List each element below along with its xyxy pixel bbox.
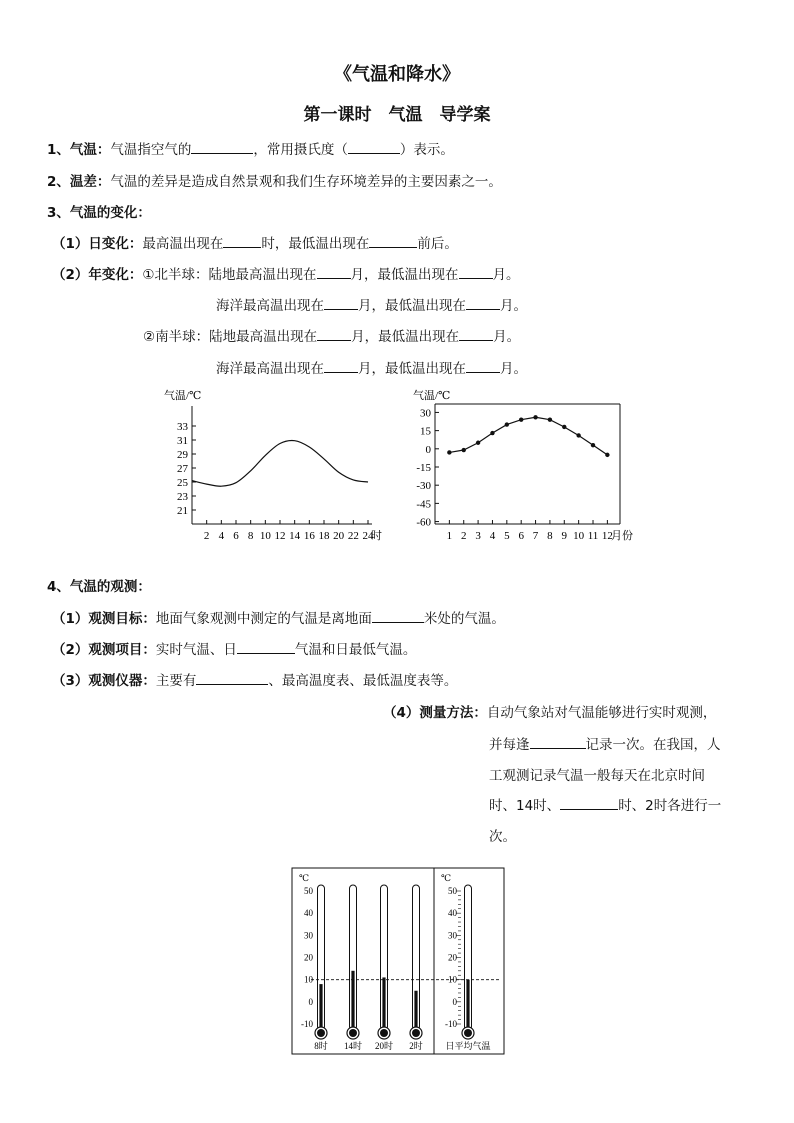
section-4-3 [52,669,457,689]
thermometer-label: 14时 [343,1041,363,1051]
colon: ： [142,642,156,658]
unit-label: ℃ [441,873,452,883]
text: 月。 [500,298,527,314]
section-4-4 [383,701,716,721]
x-tick-label: 2 [460,530,467,542]
thermometer-bulb [464,1029,472,1037]
y-tick-label: 0 [425,443,431,456]
section-1-label: 1、气温 [47,142,97,158]
southern-hemisphere-label: ②南半球： [143,329,210,345]
scale-label: 10 [448,974,457,985]
text: 月。 [492,267,520,283]
colon: ： [96,174,111,190]
text: ）表示。 [399,142,454,158]
text: 月。 [500,361,527,377]
section-4-3-label: （3）观测仪器 [52,673,143,689]
text: 实时气温、日 [155,642,237,658]
blank[interactable] [196,672,268,685]
section-3-2 [52,263,520,283]
nh-ocean-line [216,294,527,314]
annual-temperature-chart [405,385,645,550]
section-4 [47,575,151,595]
thermometer-figure [291,867,505,1055]
y-tick-label: 29 [177,449,188,461]
text: 海洋最高温出现在 [216,298,324,314]
x-tick-label: 16 [303,530,315,542]
data-point [447,450,451,454]
thermometer-label: 8时 [314,1041,328,1051]
x-tick-label: 12 [601,530,613,542]
text: 陆地最高温出现在 [208,267,317,283]
colon: ： [137,205,151,221]
x-tick-label: 4 [218,530,225,542]
colon: ： [142,611,156,627]
text: 时、2时各进行一 [618,798,722,814]
data-point [562,425,566,429]
x-tick-label: 10 [573,530,585,542]
blank[interactable] [530,736,586,749]
y-tick-label: 25 [177,477,188,489]
page-subtitle: 第一课时 气温 导学案 [303,105,491,125]
text: 工观测记录气温一般每天在北京时间 [489,768,705,784]
section-2-label: 2、温差 [47,174,97,190]
text: 海洋最高温出现在 [216,361,324,377]
x-tick-label: 10 [259,530,271,542]
scale-label: 30 [304,930,313,941]
x-tick-label: 2 [203,530,210,542]
blank[interactable] [223,235,261,248]
section-3-1 [52,232,458,252]
colon: ： [96,142,111,158]
x-axis-unit: 月份 [611,530,633,542]
scale-label: 40 [304,908,313,919]
text: 、最高温度表、最低温度表等。 [268,673,458,689]
text: 月。 [493,329,521,345]
blank[interactable] [348,141,400,154]
x-tick-label: 8 [547,530,553,542]
x-tick-label: 3 [475,530,481,542]
x-axis-unit: 时 [371,530,382,542]
method-line-2 [489,733,721,753]
scale-label: 20 [304,952,313,963]
colon: ： [473,705,487,721]
data-point [605,453,609,457]
x-tick-label: 18 [318,530,330,542]
blank[interactable] [466,297,500,310]
series-line [449,417,607,455]
blank[interactable] [317,266,351,279]
section-3-1-label: （1）日变化 [52,236,129,252]
text: 主要有 [155,673,197,689]
text: 月，最低温出现在 [358,361,466,377]
mercury-column [414,991,417,1030]
text: 前后。 [417,236,458,252]
scale-label: 0 [452,996,457,1007]
blank[interactable] [369,235,417,248]
y-tick-label: 31 [177,435,188,447]
y-tick-label: -15 [416,462,431,474]
thermometer-label: 20时 [374,1041,394,1051]
y-tick-label: -45 [416,498,431,511]
scale-label: 50 [304,886,313,896]
text: 月，最低温出现在 [350,267,459,283]
blank[interactable] [466,360,500,373]
sh-land-line [143,325,520,345]
x-tick-label: 6 [233,530,239,542]
x-tick-label: 22 [347,530,359,542]
text: 最高温出现在 [142,236,224,252]
data-point [576,433,580,437]
section-1 [47,138,454,158]
x-tick-label: 14 [289,530,301,542]
scale-label: 0 [308,996,313,1007]
method-line-5 [489,825,516,845]
blank[interactable] [324,360,358,373]
colon: ： [128,236,143,252]
scale-label: 10 [304,974,313,985]
x-tick-label: 9 [561,530,568,542]
data-point [490,431,494,435]
section-4-4-label: （4）测量方法 [383,705,474,721]
text: 时、14时、 [489,798,561,814]
data-point [591,443,595,447]
text: 气温指空气的 [110,142,192,158]
blank[interactable] [372,610,424,623]
x-tick-label: 20 [333,530,345,542]
y-tick-label: 23 [177,491,188,503]
x-tick-label: 5 [504,530,510,542]
x-tick-label: 24 [362,530,374,542]
thermometer-bulb [380,1029,388,1037]
section-4-2-label: （2）观测项目 [52,642,143,658]
colon: ： [128,267,143,283]
text: 次。 [489,829,516,845]
data-point [476,441,480,445]
scale-label: -10 [445,1019,457,1029]
y-tick-label: 33 [177,421,188,433]
blank[interactable] [459,328,493,341]
text: 时，最低温出现在 [261,236,370,252]
y-tick-label: -60 [416,516,431,529]
series-line [192,441,368,487]
y-axis-label: 气温/℃ [164,390,202,402]
data-point [462,448,466,452]
mercury-column [319,984,322,1030]
y-axis-label: 气温/℃ [413,390,451,402]
thermometer-bulb [412,1029,420,1037]
y-tick-label: 30 [420,407,431,420]
data-point [533,415,537,419]
text: 自动气象站对气温能够进行实时观测， [486,705,717,721]
section-4-1-label: （1）观测目标 [52,611,143,627]
text: 月，最低温出现在 [351,329,460,345]
section-4-1 [52,607,505,627]
daily-temperature-chart [160,385,390,550]
x-tick-label: 1 [446,530,453,542]
data-point [505,422,509,426]
x-tick-label: 4 [489,530,496,542]
thermometer-label: 日平均气温 [445,1041,491,1051]
scale-label: 40 [448,908,457,919]
y-tick-label: 21 [177,505,188,517]
y-tick-label: 15 [420,425,431,438]
page-title: 《气温和降水》 [334,64,460,85]
method-line-3 [489,764,705,784]
unit-label: ℃ [299,873,310,883]
y-tick-label: 27 [177,463,188,475]
colon: ： [142,673,156,689]
blank[interactable] [459,266,493,279]
blank[interactable] [560,797,618,810]
thermometer-bulb [349,1029,357,1037]
x-tick-label: 8 [247,530,254,542]
section-2 [47,170,502,190]
northern-hemisphere-label: ①北半球： [142,267,209,283]
y-tick-label: -30 [416,480,431,493]
x-tick-label: 6 [518,530,524,542]
colon: ： [137,579,151,595]
text: 气温和日最低气温。 [294,642,417,658]
section-3 [47,201,151,221]
text: 并每逢 [489,737,530,753]
thermometer-label: 2时 [409,1041,423,1051]
section-4-2 [52,638,416,658]
x-tick-label: 12 [274,530,286,542]
text: 记录一次。在我国，人 [585,737,721,753]
section-4-label: 4、气温的观测 [47,579,138,595]
text: 月，最低温出现在 [358,298,466,314]
data-point [548,418,552,422]
text: 气温的差异是造成自然景观和我们生存环境差异的主要因素之一。 [110,174,502,190]
sh-ocean-line [216,357,527,377]
blank[interactable] [324,297,358,310]
blank[interactable] [191,141,253,154]
blank[interactable] [317,328,351,341]
method-line-4 [489,794,721,814]
data-point [519,418,523,422]
text: ，常用摄氏度（ [253,142,348,158]
thermometer-bulb [317,1029,325,1037]
blank[interactable] [237,641,295,654]
mercury-column [466,980,469,1030]
scale-label: 20 [448,952,457,963]
scale-label: 50 [448,886,457,896]
x-tick-label: 7 [532,530,539,542]
scale-label: -10 [301,1019,313,1029]
scale-label: 30 [448,930,457,941]
x-tick-label: 11 [587,530,599,542]
section-3-label: 3、气温的变化 [47,205,138,221]
text: 米处的气温。 [423,611,505,627]
mercury-column [382,977,385,1030]
text: 地面气象观测中测定的气温是离地面 [155,611,372,627]
section-3-2-label: （2）年变化 [52,267,129,283]
text: 陆地最高温出现在 [209,329,318,345]
